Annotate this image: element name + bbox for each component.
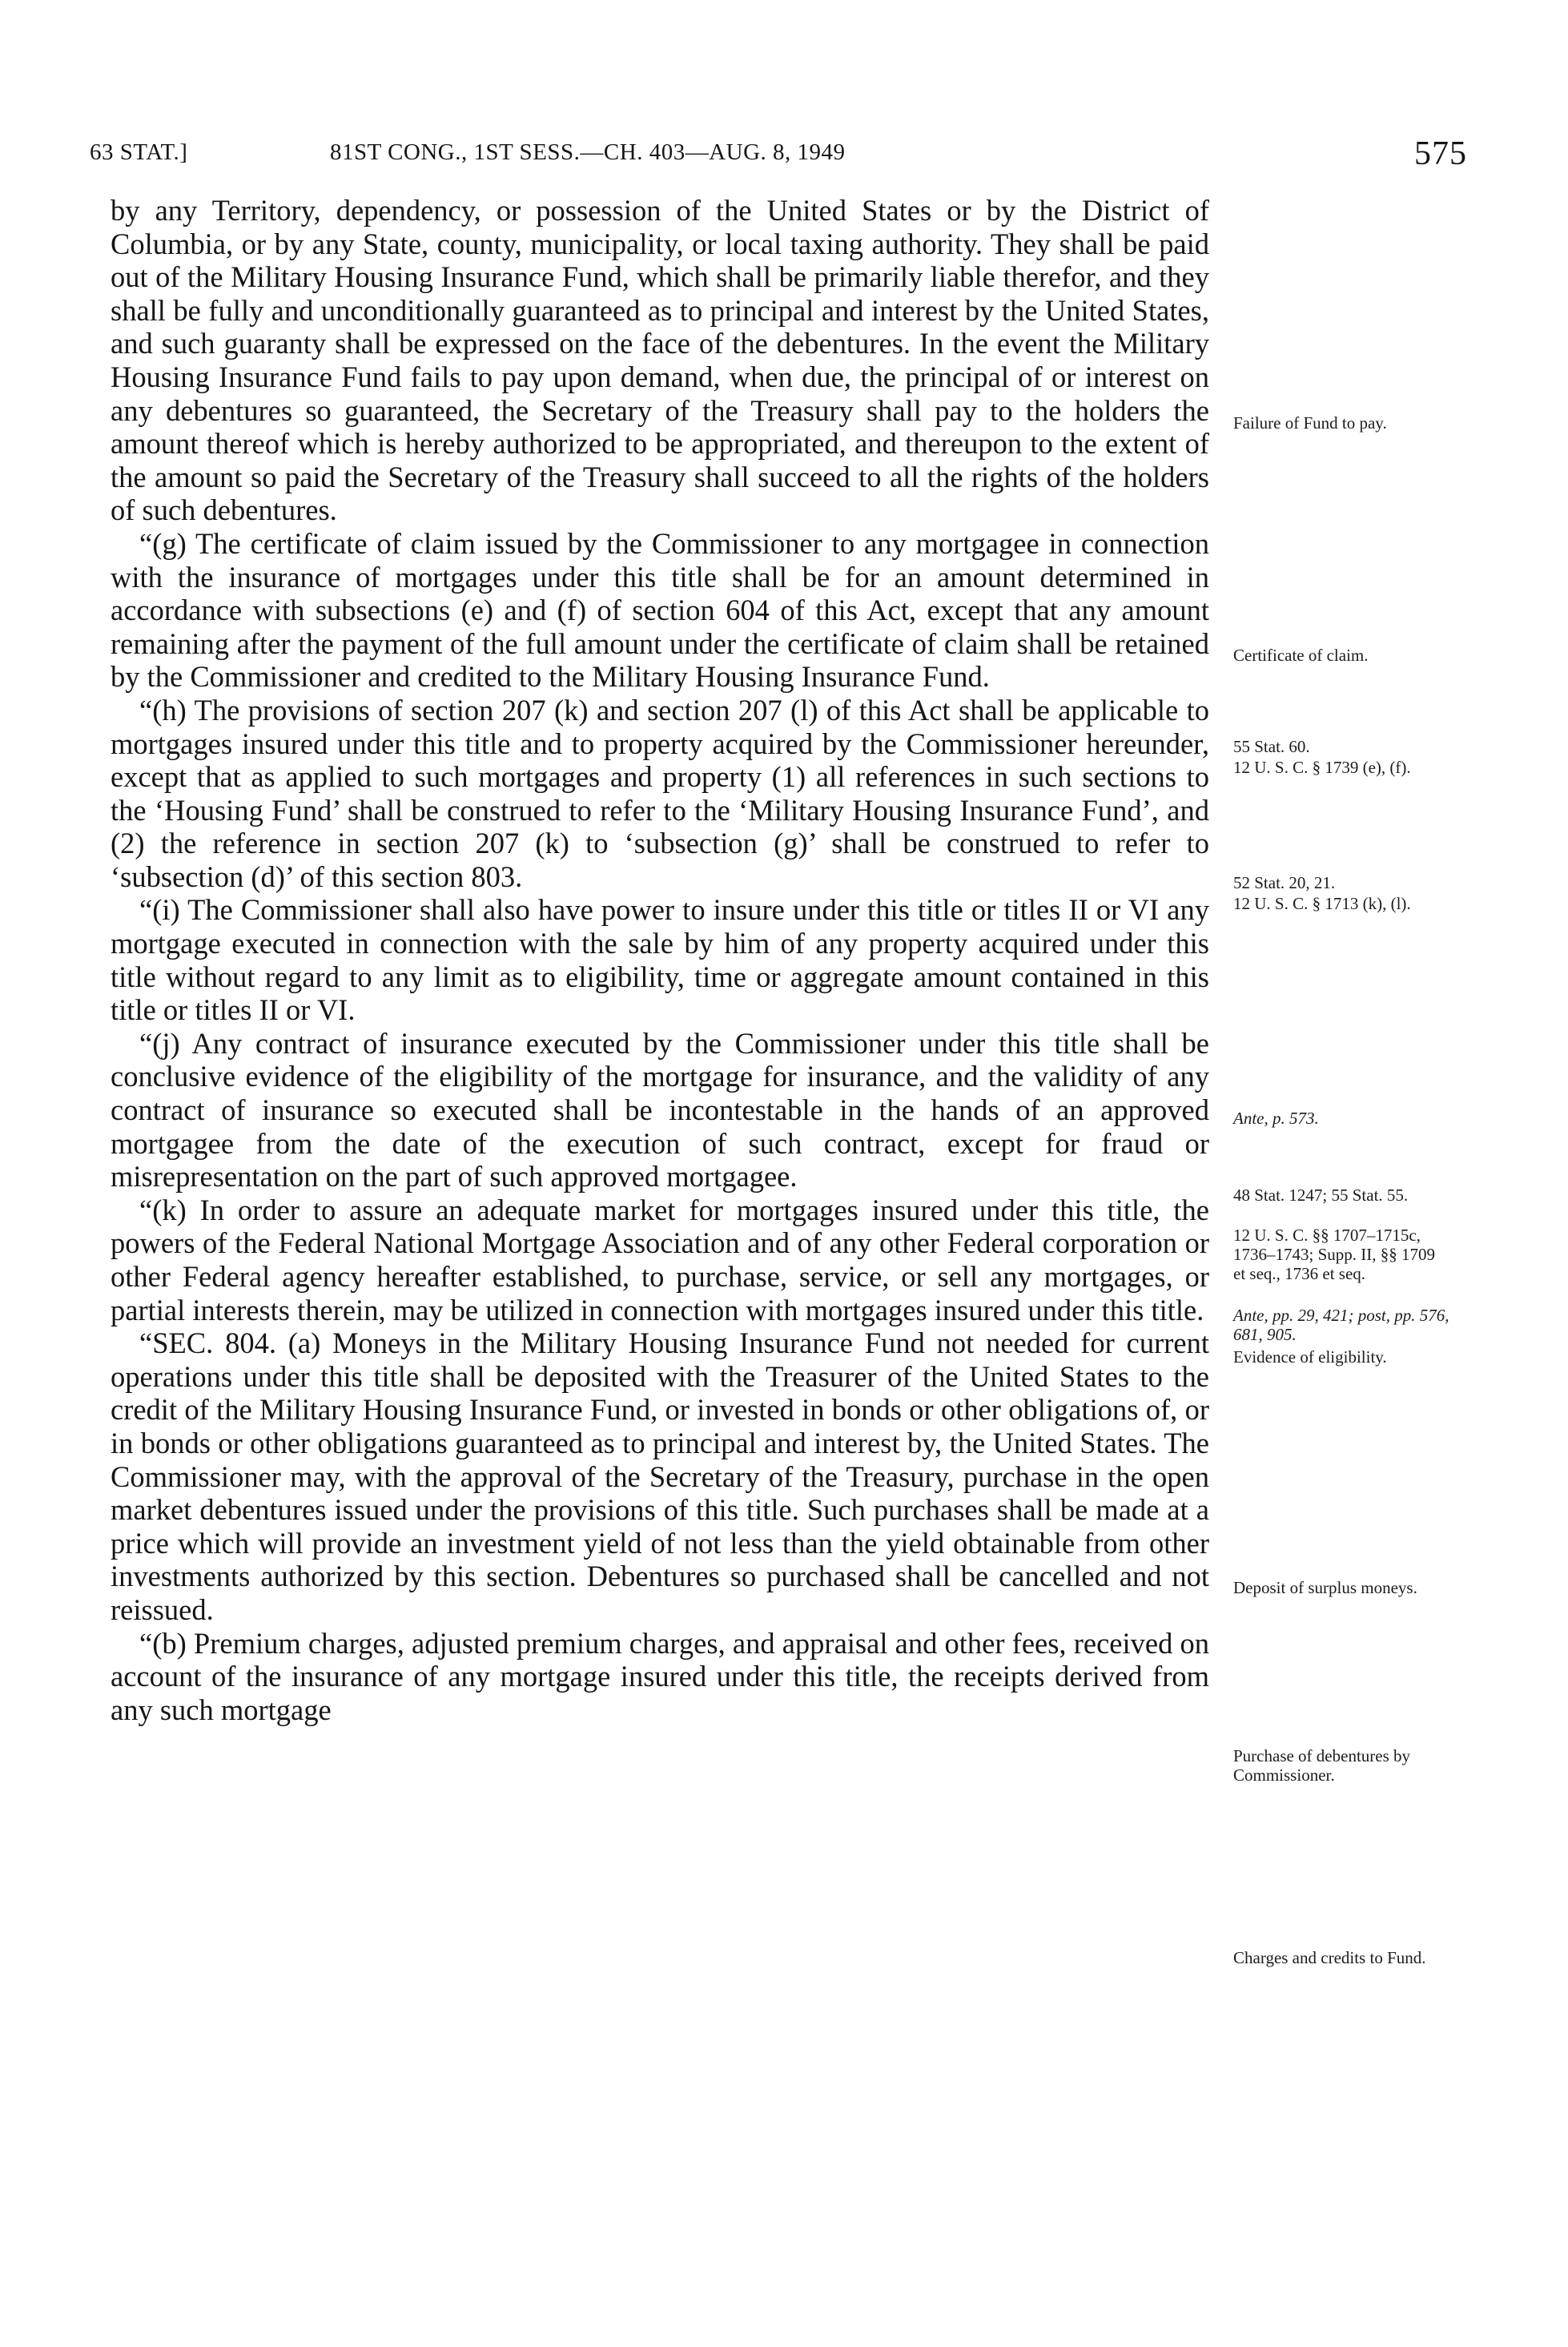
session-reference: 81ST CONG., 1ST SESS.—CH. 403—AUG. 8, 1949 (330, 139, 846, 165)
paragraph-subsection-k: “(k) In order to assure an adequate market for mortgages insured under this title, the powers of the Federal National Mortgage Association and of any other Federal corporation or other Federal agency hereafter established, to purchase, service, or sell any mortgages, or partial interests therein, may be utilized in connection with mortgages insured under this title. (111, 1193, 1209, 1326)
margin-note-cite-12-usc-1739: 12 U. S. C. § 1739 (e), (f). (1233, 758, 1411, 777)
margin-note-cite-48-stat: 48 Stat. 1247; 55 Stat. 55. (1233, 1186, 1409, 1205)
margin-note-ante-573: Ante, p. 573. (1233, 1109, 1319, 1128)
paragraph-subsection-i: “(i) The Commissioner shall also have power to insure under this title or titles II or VI any mortgage executed in connection with the sale by him of any property acquired under this title without regard to any limit as to eligibility, time or aggregate amount contained in this title or titles II or VI. (111, 893, 1209, 1027)
margin-note-cite-12-usc-1707: 12 U. S. C. §§ 1707–1715c, 1736–1743; Supp. II, §§ 1709 et seq., 1736 et seq. (1233, 1226, 1435, 1283)
margin-note-charges-and-credits: Charges and credits to Fund. (1233, 1948, 1426, 1967)
paragraph-subsection-h: “(h) The provisions of section 207 (k) and section 207 (l) of this Act shall be applicable to mortgages insured under this title and to property acquired by the Commissioner hereunder, except that as applied to such mortgages and property (1) all references in such sections to the ‘Housing Fund’ shall be construed to refer to the ‘Military Housing Insurance Fund’, and (2) the reference in section 207 (k) to ‘subsection (g)’ shall be construed to refer to ‘subsection (d)’ of this section 803. (111, 693, 1209, 893)
paragraph-section-804b: “(b) Premium charges, adjusted premium charges, and appraisal and other fees, received on account of the insurance of any mortgage insured under this title, the receipts derived from any such mortgage (111, 1626, 1209, 1726)
margin-note-cite-52-stat: 52 Stat. 20, 21. (1233, 873, 1336, 892)
margin-note-cite-12-usc-1713: 12 U. S. C. § 1713 (k), (l). (1233, 894, 1411, 913)
margin-note-evidence-of-eligibility: Evidence of eligibility. (1233, 1347, 1387, 1367)
paragraph-subsection-j: “(j) Any contract of insurance executed by the Commissioner under this title shall be conclusive evidence of the eligibility of the mortgage for insurance, and the validity of any contract of insurance so executed shall be incontestable in the hands of an approved mortgagee from the date of the execution of such contract, except for fraud or misrepresentation on the part of such approved mortgagee. (111, 1026, 1209, 1194)
running-head (90, 135, 1467, 178)
margin-note-purchase-of-debentures: Purchase of debentures by Commissioner. (1233, 1746, 1411, 1785)
statute-body (111, 194, 1209, 1726)
margin-note-ante-pp: Ante, pp. 29, 421; post, pp. 576, 681, 905. (1233, 1306, 1449, 1344)
paragraph-subsection-g: “(g) The certificate of claim issued by the Commissioner to any mortgagee in connection with the insurance of mortgages under this title shall be for an amount determined in accordance with subsections (e) and (f) of section 604 of this Act, except that any amount remaining after the payment of the full amount under the certificate of claim shall be retained by the Commissioner and credited to the Military Housing Insurance Fund. (111, 526, 1209, 694)
page-number: 575 (1414, 135, 1467, 172)
margin-note-deposit-of-surplus: Deposit of surplus moneys. (1233, 1578, 1417, 1597)
margin-note-cite-55-stat-60: 55 Stat. 60. (1233, 737, 1310, 756)
paragraph-section-804a: “SEC. 804. (a) Moneys in the Military Housing Insurance Fund not needed for current operations under this title shall be deposited with the Treasurer of the United States to the credit of the Military Housing Insurance Fund, or invested in bonds or other obligations of, or in bonds or other obligations guaranteed as to principal and interest by, the United States. The Commissioner may, with the approval of the Secretary of the Treasury, purchase in the open market debentures issued under the provisions of this title. Such purchases shall be made at a price which will provide an investment yield of not less than the yield obtainable from other investments authorized by this section. Debentures so purchased shall be cancelled and not reissued. (111, 1326, 1209, 1626)
volume-reference: 63 STAT.] (90, 139, 188, 165)
margin-note-certificate-of-claim: Certificate of claim. (1233, 646, 1369, 665)
paragraph-debenture-guaranty: by any Territory, dependency, or possession of the United States or by the District of Columbia, or by any State, county, municipality, or local taxing authority. They shall be paid out of the Military Housing Insurance Fund, which shall be primarily liable therefor, and they shall be fully and unconditionally guaranteed as to principal and interest by the United States, and such guaranty shall be expressed on the face of the debentures. In the event the Military Housing Insurance Fund fails to pay upon demand, when due, the principal of or interest on any debentures so guaranteed, the Secretary of the Treasury shall pay to the holders the amount thereof which is hereby authorized to be appropriated, and thereupon to the extent of the amount so paid the Secretary of the Treasury shall succeed to all the rights of the holders of such debentures. (111, 194, 1209, 527)
margin-note-failure-of-fund: Failure of Fund to pay. (1233, 413, 1387, 433)
